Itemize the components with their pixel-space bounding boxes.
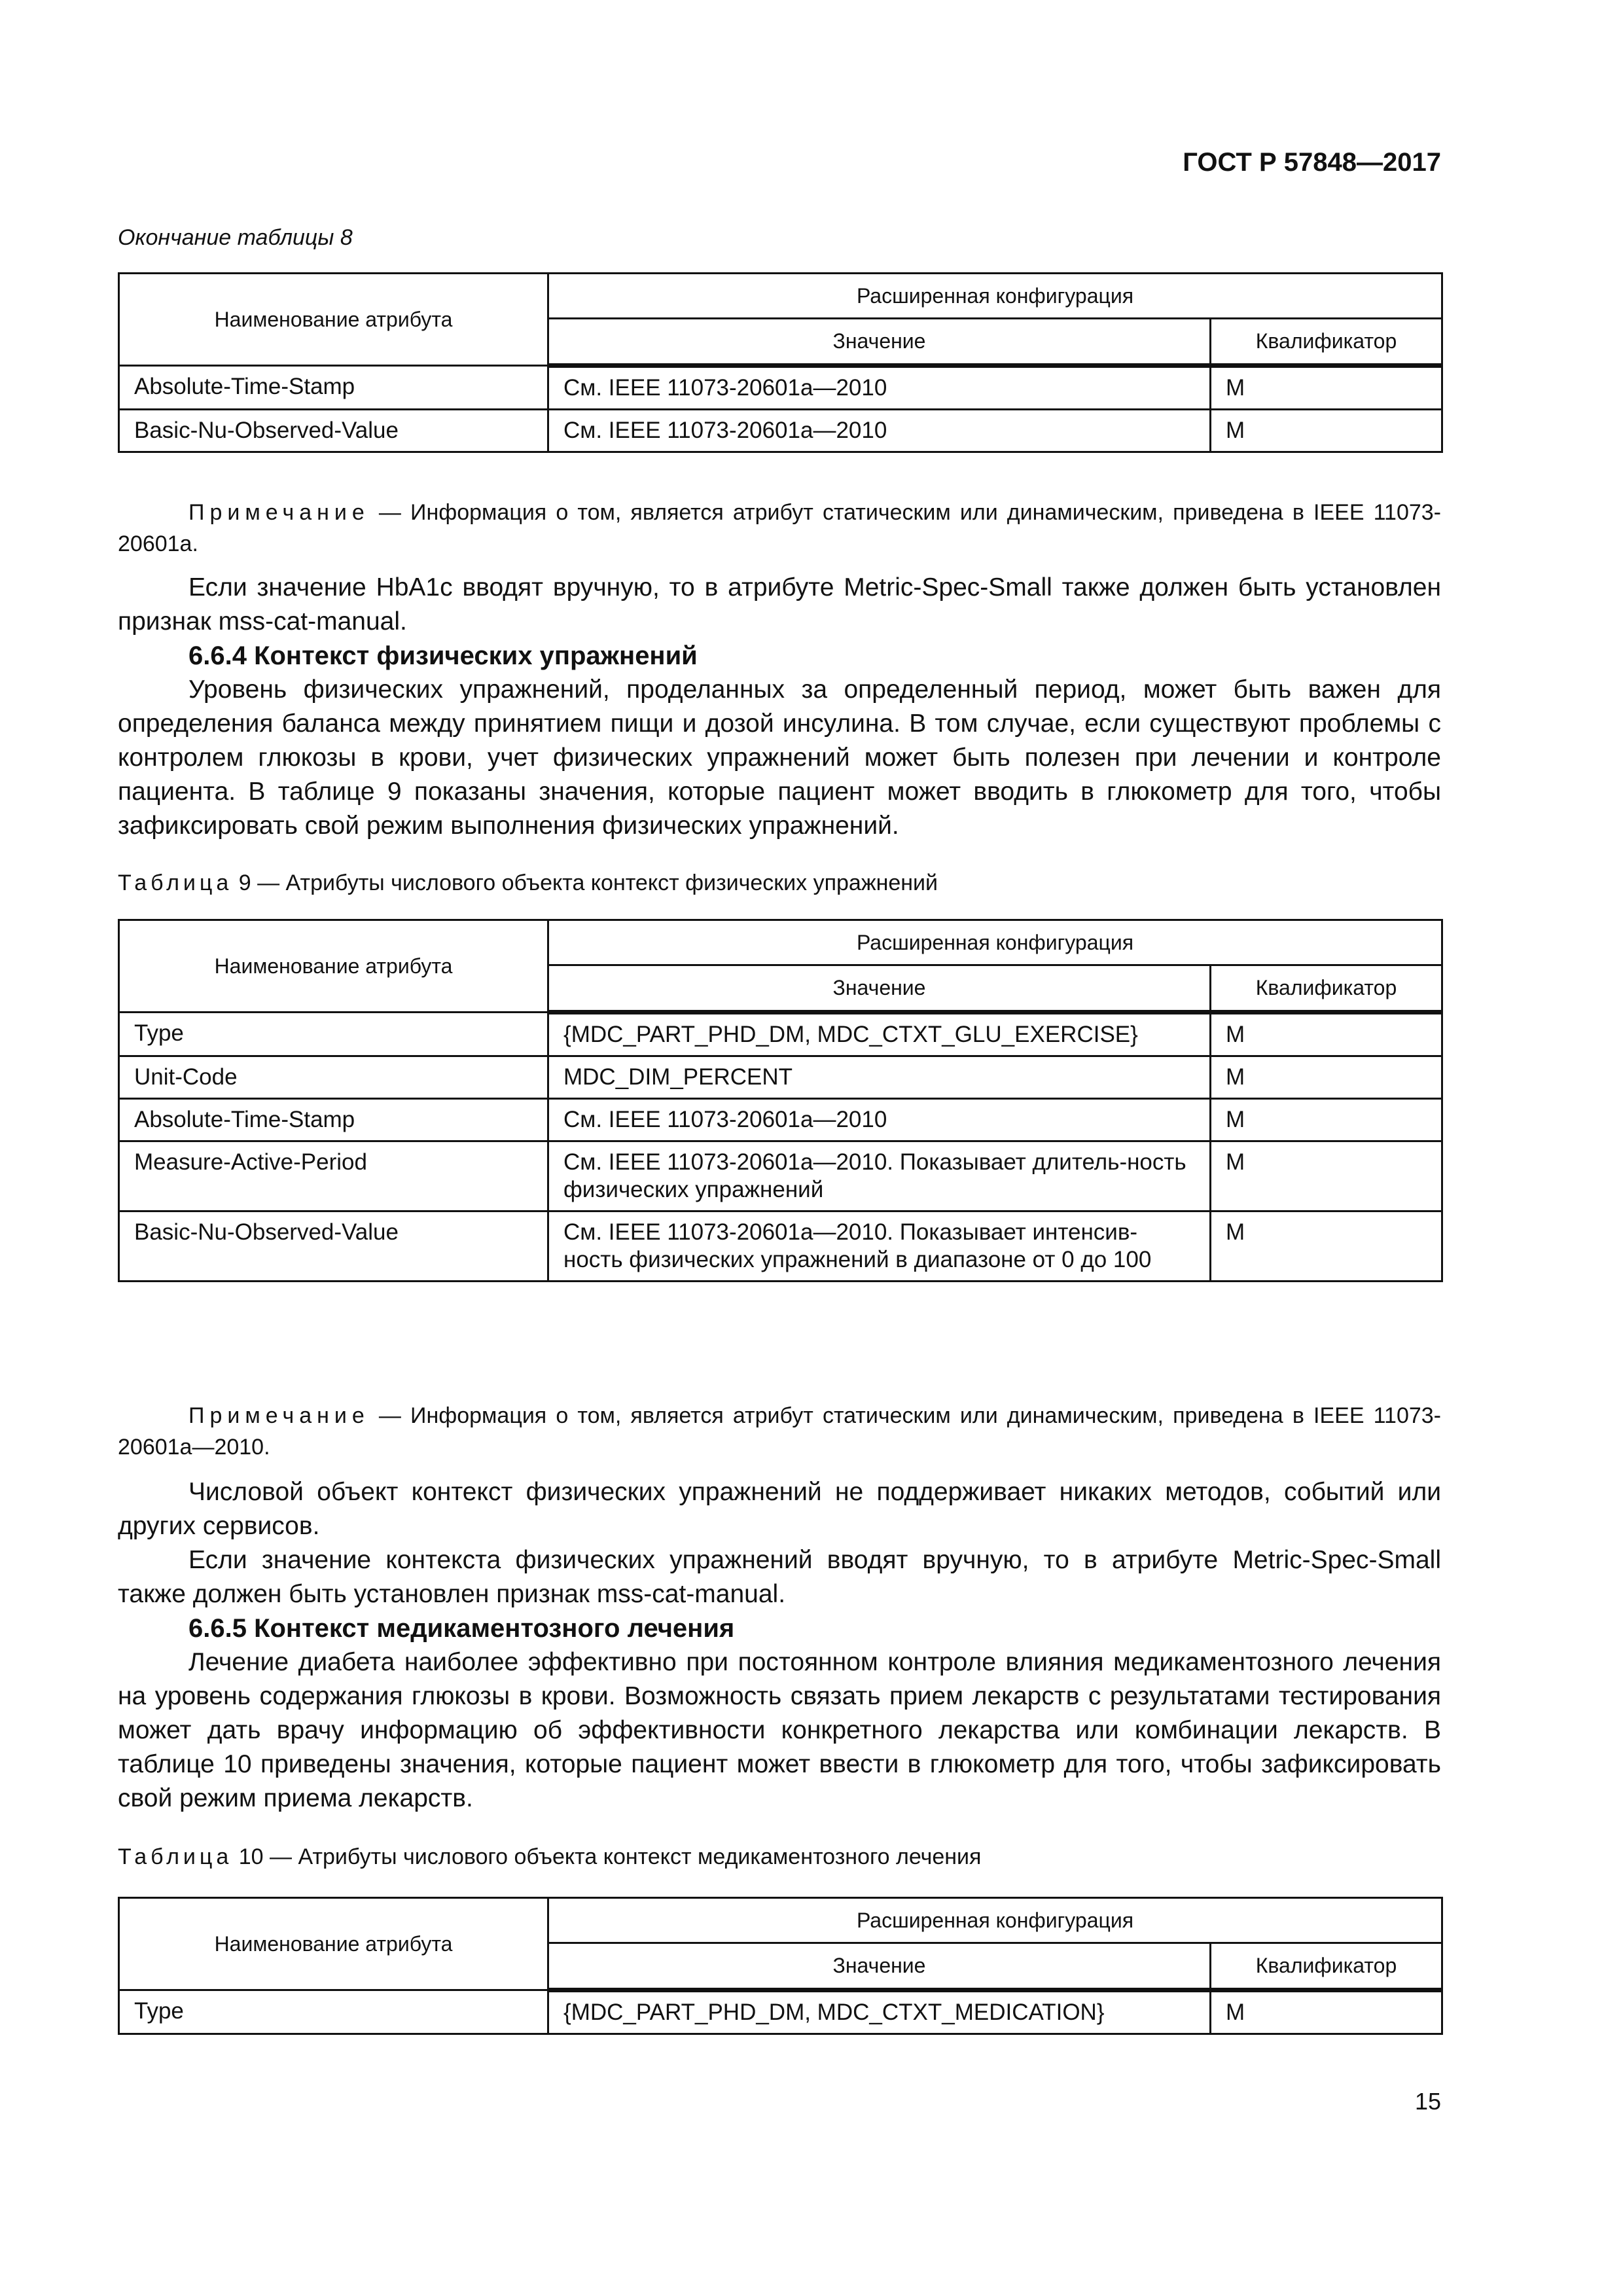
note-label: Примечание xyxy=(188,500,370,525)
table-row xyxy=(119,1098,1442,1141)
table-label: Таблица xyxy=(118,1844,233,1869)
cell-name: Absolute-Time-Stamp xyxy=(119,365,548,409)
table-row xyxy=(119,409,1442,452)
header-qualifier: Квалификатор xyxy=(1211,965,1442,1012)
cell-name: Unit-Code xyxy=(119,1056,548,1098)
cell-value: См. IEEE 11073-20601a—2010. Показывает интенсив-ность физических упражнений в диапазоне от 0 до 100 xyxy=(548,1211,1211,1281)
paragraph: Если значение HbA1c вводят вручную, то в атрибуте Metric-Spec-Small также должен быть установлен признак mss-cat-manual. xyxy=(118,573,1441,636)
paragraph: Лечение диабета наиболее эффективно при постоянном контроле влияния медикаментозного лечения на уровень содержания глюкозы в крови. Возможность связать прием лекарств с результатами тестирования может дать врачу информацию об эффективности конкретного лекарства или комбинации лекарств. В таблице 10 приведены значения, которые пациент может ввести в глюкометр для того, чтобы зафиксировать свой режим приема лекарств. xyxy=(118,1648,1441,1812)
cell-name: Measure-Active-Period xyxy=(119,1141,548,1211)
table-row xyxy=(119,1990,1442,2034)
table-row xyxy=(119,1056,1442,1098)
cell-value: См. IEEE 11073-20601a—2010 xyxy=(548,365,1211,409)
header-qualifier: Квалификатор xyxy=(1211,1943,1442,1990)
header-attribute-name: Наименование атрибута xyxy=(119,274,548,366)
table-row xyxy=(119,365,1442,409)
cell-value: См. IEEE 11073-20601a—2010 xyxy=(548,409,1211,452)
table-caption-text: 9 — Атрибуты числового объекта контекст физических упражнений xyxy=(232,870,938,895)
table-caption-text: 10 — Атрибуты числового объекта контекст медикаментозного лечения xyxy=(232,1844,982,1869)
cell-qualifier: M xyxy=(1211,409,1442,452)
cell-name: Absolute-Time-Stamp xyxy=(119,1098,548,1141)
cell-qualifier: M xyxy=(1211,1012,1442,1056)
table8-continuation-caption: Окончание таблицы 8 xyxy=(118,225,353,250)
cell-name: Basic-Nu-Observed-Value xyxy=(119,1211,548,1281)
document-page xyxy=(118,0,1441,2296)
section-heading-665: 6.6.5 Контекст медикаментозного лечения xyxy=(188,1614,735,1643)
note-text: — Информация о том, является атрибут статическим или динамическим, приведена в IEEE 11073-20601a—2010. xyxy=(118,1403,1441,1460)
document-header: ГОСТ Р 57848—2017 xyxy=(1183,148,1441,177)
paragraph: Если значение контекста физических упражнений вводят вручную, то в атрибуте Metric-Spec-Small также должен быть установлен признак mss-cat-manual. xyxy=(118,1546,1441,1608)
cell-value: MDC_DIM_PERCENT xyxy=(548,1056,1211,1098)
paragraph: Числовой объект контекст физических упражнений не поддерживает никаких методов, событий или других сервисов. xyxy=(118,1478,1441,1540)
text-block-2 xyxy=(118,1475,1441,1816)
note-1 xyxy=(118,497,1441,560)
header-attribute-name: Наименование атрибута xyxy=(119,920,548,1013)
cell-value: {MDC_PART_PHD_DM, MDC_CTXT_MEDICATION} xyxy=(548,1990,1211,2034)
cell-qualifier: M xyxy=(1211,1098,1442,1141)
cell-qualifier: M xyxy=(1211,365,1442,409)
header-extended-config: Расширенная конфигурация xyxy=(548,274,1442,319)
cell-value: См. IEEE 11073-20601a—2010 xyxy=(548,1098,1211,1141)
table9-caption xyxy=(118,870,938,896)
header-qualifier: Квалификатор xyxy=(1211,319,1442,365)
cell-qualifier: M xyxy=(1211,1990,1442,2034)
cell-name: Basic-Nu-Observed-Value xyxy=(119,409,548,452)
page-number: 15 xyxy=(1414,2088,1441,2115)
header-value: Значение xyxy=(548,1943,1211,1990)
cell-qualifier: M xyxy=(1211,1141,1442,1211)
cell-value: См. IEEE 11073-20601a—2010. Показывает длитель-ность физических упражнений xyxy=(548,1141,1211,1211)
table-8 xyxy=(118,272,1443,453)
table-9 xyxy=(118,919,1443,1282)
table10-caption xyxy=(118,1844,981,1870)
cell-qualifier: M xyxy=(1211,1211,1442,1281)
header-value: Значение xyxy=(548,319,1211,365)
header-attribute-name: Наименование атрибута xyxy=(119,1898,548,1990)
table-row xyxy=(119,1012,1442,1056)
table-row xyxy=(119,1141,1442,1211)
section-heading-664: 6.6.4 Контекст физических упражнений xyxy=(188,641,698,670)
table-label: Таблица xyxy=(118,870,233,895)
table-row xyxy=(119,1211,1442,1281)
note-text: — Информация о том, является атрибут статическим или динамическим, приведена в IEEE 11073-20601a. xyxy=(118,500,1441,556)
paragraph: Уровень физических упражнений, проделанных за определенный период, может быть важен для определения баланса между принятием пищи и дозой инсулина. В том случае, если существуют проблемы с контролем глюкозы в крови, учет физических упражнений может быть полезен при лечении и контроле пациента. В таблице 9 показаны значения, которые пациент может вводить в глюкометр для того, чтобы зафиксировать свой режим выполнения физических упражнений. xyxy=(118,675,1441,840)
table-10 xyxy=(118,1897,1443,2035)
header-extended-config: Расширенная конфигурация xyxy=(548,1898,1442,1943)
cell-value: {MDC_PART_PHD_DM, MDC_CTXT_GLU_EXERCISE} xyxy=(548,1012,1211,1056)
header-extended-config: Расширенная конфигурация xyxy=(548,920,1442,965)
cell-name: Type xyxy=(119,1012,548,1056)
cell-name: Type xyxy=(119,1990,548,2034)
header-value: Значение xyxy=(548,965,1211,1012)
note-label: Примечание xyxy=(188,1403,370,1428)
note-2 xyxy=(118,1401,1441,1463)
text-block-1 xyxy=(118,571,1441,843)
cell-qualifier: M xyxy=(1211,1056,1442,1098)
